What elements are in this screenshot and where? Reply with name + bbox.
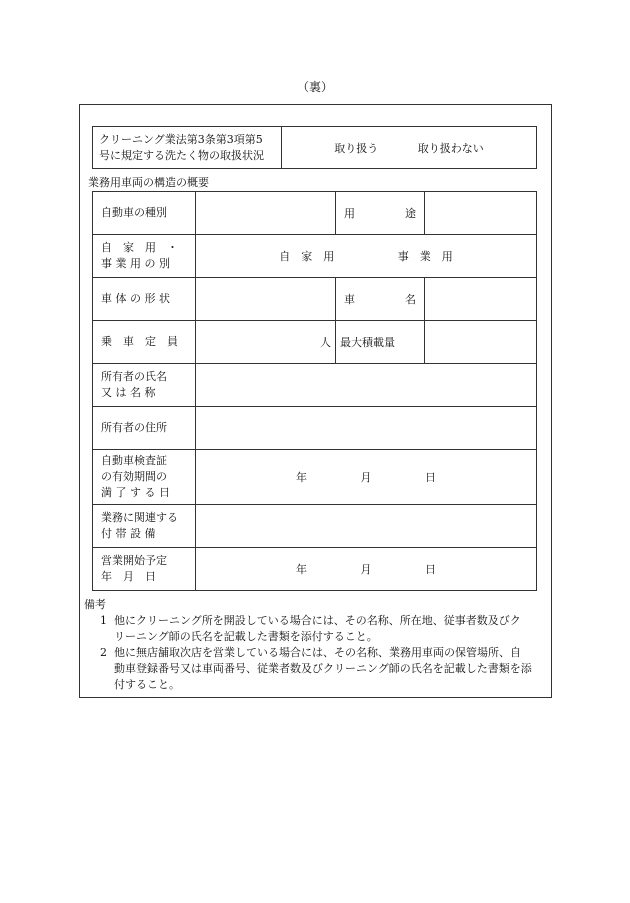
person-unit: 人 (320, 336, 331, 349)
table-row (93, 278, 537, 321)
usage-label: 用 途 (336, 192, 425, 235)
note-item: 2 他に無店舗取次店を営業している場合には、その名称、業務用車両の保管場所、自 動車登録番号又は車両番号、従業者数及びクリーニング師の氏名を記載した書類を添 付すること。 (100, 646, 532, 691)
owner-name-label: 所有者の氏名 又 は 名 称 (93, 364, 196, 407)
vehicle-structure-table (92, 191, 537, 591)
cleaning-status-table (92, 126, 537, 169)
owner-address-field[interactable] (196, 407, 537, 450)
max-load-field[interactable] (425, 321, 537, 364)
private-business-options (196, 235, 537, 278)
option-private[interactable]: 自 家 用 (279, 250, 335, 263)
table-row (93, 505, 537, 548)
start-date-field[interactable]: 年 月 日 (196, 548, 537, 591)
table-row (93, 364, 537, 407)
option-not-handle[interactable]: 取り扱わない (417, 141, 484, 155)
table-row (93, 548, 537, 591)
table-row (93, 407, 537, 450)
inspection-expiry-field[interactable]: 年 月 日 (196, 450, 537, 505)
cleaning-status-options (282, 127, 537, 169)
section-title: 業務用車両の構造の概要 (88, 176, 209, 189)
equipment-label: 業務に関連する 付 帯 設 備 (93, 505, 196, 548)
body-shape-label: 車 体 の 形 状 (93, 278, 196, 321)
option-handle[interactable]: 取り扱う (334, 141, 379, 155)
table-row (93, 235, 537, 278)
note-item: 1 他にクリーニング所を開設している場合には、その名称、所在地、従事者数及びク リーニング師の氏名を記載した書類を添付すること。 (100, 614, 521, 643)
page-side-label: （裏） (296, 80, 333, 94)
owner-name-field[interactable] (196, 364, 537, 407)
capacity-field[interactable] (196, 321, 336, 364)
body-shape-field[interactable] (196, 278, 336, 321)
inspection-expiry-label: 自動車検査証 の有効期間の 満 了 す る 日 (93, 450, 196, 505)
car-name-label: 車 名 (336, 278, 425, 321)
cleaning-status-label: クリーニング業法第3条第3項第5 号に規定する洗たく物の取扱状況 (93, 127, 282, 169)
start-date-label: 営業開始予定 年 月 日 (93, 548, 196, 591)
usage-field[interactable] (425, 192, 537, 235)
vehicle-type-label: 自動車の種別 (93, 192, 196, 235)
equipment-field[interactable] (196, 505, 537, 548)
car-name-field[interactable] (425, 278, 537, 321)
max-load-label: 最大積載量 (336, 321, 425, 364)
capacity-label: 乗 車 定 員 (93, 321, 196, 364)
table-row (93, 450, 537, 505)
private-business-label: 自 家 用 ・ 事 業 用 の 別 (93, 235, 196, 278)
notes-title: 備考 (84, 598, 106, 611)
table-row (93, 192, 537, 235)
option-business[interactable]: 事 業 用 (397, 250, 453, 263)
notes (84, 597, 549, 693)
table-row (93, 321, 537, 364)
owner-address-label: 所有者の住所 (93, 407, 196, 450)
form-frame (79, 104, 552, 698)
vehicle-type-field[interactable] (196, 192, 336, 235)
